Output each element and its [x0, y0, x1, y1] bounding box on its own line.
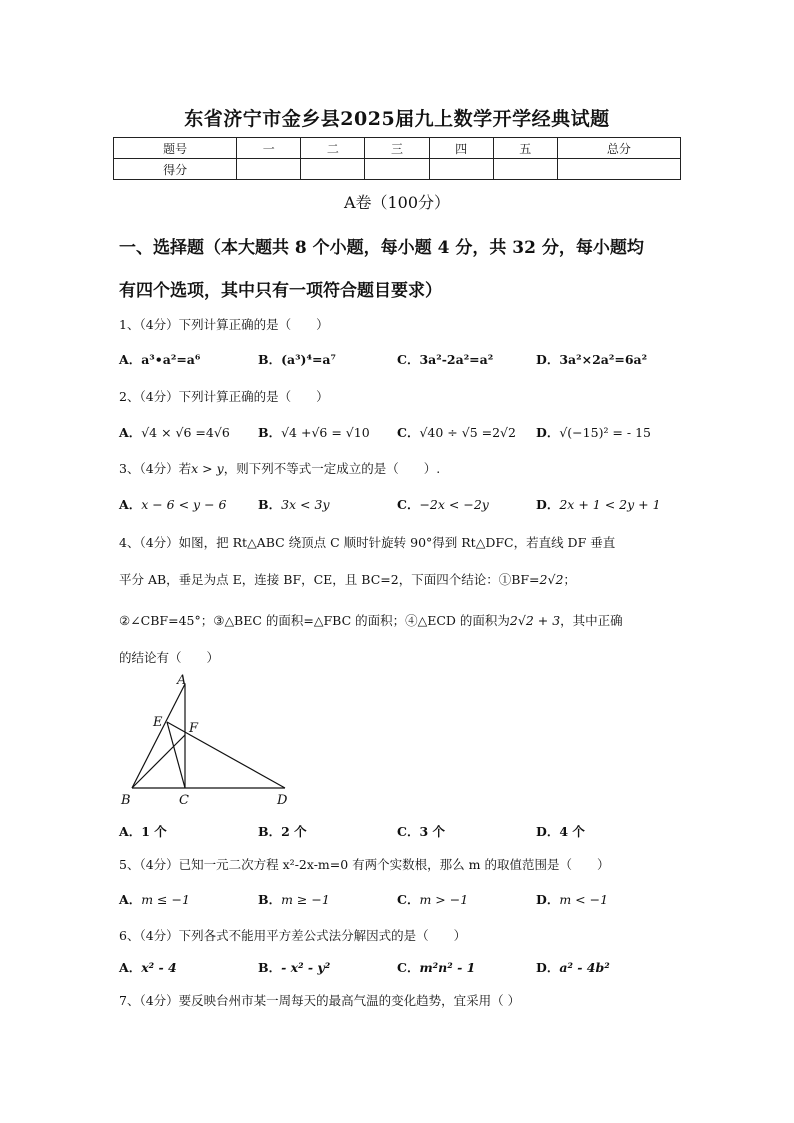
q3-option-a	[119, 495, 226, 513]
label-a: A	[177, 673, 187, 688]
score-header-cell: 题号	[114, 138, 237, 159]
q2-option-d	[536, 423, 651, 441]
q4-line2-math: 2√2	[539, 572, 564, 587]
q6-option-c-expr: m²n² - 1	[419, 960, 476, 975]
q3-option-c	[397, 495, 489, 513]
q3-option-b-expr: 3x < 3y	[281, 497, 330, 512]
q5-option-c-expr: m > −1	[419, 892, 469, 907]
q1-option-d: D．3a²×2a²=6a²	[536, 352, 648, 367]
q4-option-b: B．2 个	[258, 824, 307, 839]
q5-option-b-expr: m ≥ −1	[281, 892, 330, 907]
q6-option-b	[258, 958, 330, 976]
label-d: D	[277, 793, 288, 808]
q5-option-a-label: A．	[119, 892, 142, 907]
score-header-cell: 三	[365, 138, 429, 159]
q2-option-c	[397, 423, 516, 441]
question-2-stem: 2、（4分）下列计算正确的是（ ）	[119, 389, 329, 404]
q6-option-b-label: B．	[258, 960, 282, 975]
q4-line2-pre: 平分 AB，垂足为点 E，连接 BF，CE，且 BC=2，下面四个结论：①BF=	[119, 572, 540, 587]
q5-option-b	[258, 890, 330, 908]
q3-option-c-label: C．	[397, 497, 420, 512]
q4-geometry-figure	[115, 672, 305, 810]
q3-option-b	[258, 495, 330, 513]
score-table	[113, 137, 681, 180]
q5-option-d-expr: m < −1	[559, 892, 609, 907]
q5-option-c	[397, 890, 468, 908]
section-heading-line2: 有四个选项，其中只有一项符合题目要求）	[119, 281, 442, 301]
score-header-cell: 四	[429, 138, 493, 159]
score-table-header-row	[114, 138, 681, 159]
score-cell	[301, 159, 365, 180]
question-1-stem: 1、（4分）下列计算正确的是（ ）	[119, 317, 329, 332]
score-table-score-row	[114, 159, 681, 180]
q5-option-d-label: D．	[536, 892, 560, 907]
q4-option-d: D．4 个	[536, 824, 585, 839]
q2-option-c-expr: √40 ÷ √5 =2√2	[419, 425, 516, 440]
question-4-line2	[119, 570, 576, 588]
q6-option-d-label: D．	[536, 960, 560, 975]
q4-line2-post: ；	[563, 572, 576, 587]
question-4-line3	[119, 611, 623, 629]
q3-stem-post: ，则下列不等式一定成立的是（ ）.	[223, 461, 441, 476]
q2-option-a-expr: √4 × √6 =4√6	[141, 425, 230, 440]
q1-option-b: B．(a³)⁴=a⁷	[258, 352, 336, 367]
q6-option-b-expr: - x² - y²	[281, 960, 331, 975]
q2-option-d-label: D．	[536, 425, 560, 440]
q3-option-a-expr: x − 6 < y − 6	[141, 497, 227, 512]
label-c: C	[179, 793, 189, 808]
segment-ab	[132, 684, 185, 788]
q6-option-a-expr: x² - 4	[141, 960, 177, 975]
q3-stem-math: x > y	[191, 461, 224, 476]
label-e: E	[153, 715, 163, 730]
q2-option-a	[119, 423, 230, 441]
score-cell	[429, 159, 493, 180]
q2-option-d-expr: √(−15)² = - 15	[559, 425, 651, 440]
q2-option-b-label: B．	[258, 425, 282, 440]
q3-option-b-label: B．	[258, 497, 282, 512]
q6-option-a-label: A．	[119, 960, 142, 975]
q5-option-b-label: B．	[258, 892, 282, 907]
q1-option-a: A．a³•a²=a⁶	[119, 352, 201, 367]
score-cell	[493, 159, 557, 180]
segment-ec	[167, 722, 185, 788]
question-4-line4: 的结论有（ ）	[119, 650, 220, 665]
score-header-cell: 五	[493, 138, 557, 159]
q4-line3-pre: ②∠CBF=45°；③△BEC 的面积=△FBC 的面积；④△ECD 的面积为	[119, 613, 510, 628]
q3-option-c-expr: −2x < −2y	[419, 497, 489, 512]
question-5-stem: 5、（4分）已知一元二次方程 x²-2x-m=0 有两个实数根，那么 m 的取值范围是（ ）	[119, 857, 610, 872]
q3-option-a-label: A．	[119, 497, 142, 512]
q6-option-a	[119, 958, 177, 976]
question-6-stem: 6、（4分）下列各式不能用平方差公式法分解因式的是（ ）	[119, 928, 467, 943]
q4-option-a: A．1 个	[119, 824, 167, 839]
score-header-cell: 二	[301, 138, 365, 159]
q3-option-d-expr: 2x + 1 < 2y + 1	[559, 497, 661, 512]
q5-option-a	[119, 890, 190, 908]
volume-heading: A卷（100分）	[343, 193, 451, 212]
q5-option-a-expr: m ≤ −1	[141, 892, 190, 907]
score-cell	[237, 159, 301, 180]
q2-option-b-expr: √4 +√6 = √10	[281, 425, 370, 440]
q6-option-c-label: C．	[397, 960, 420, 975]
question-7-stem: 7、（4分）要反映台州市某一周每天的最高气温的变化趋势，宜采用（ ）	[119, 993, 521, 1008]
q6-option-c	[397, 958, 475, 976]
q3-stem-pre: 3、（4分）若	[119, 461, 192, 476]
q3-option-d	[536, 495, 661, 513]
page-title: 东省济宁市金乡县2025届九上数学开学经典试题	[184, 108, 610, 130]
q5-option-d	[536, 890, 608, 908]
score-cell	[557, 159, 680, 180]
label-f: F	[189, 721, 199, 736]
q2-option-b	[258, 423, 370, 441]
label-b: B	[121, 793, 131, 808]
question-4-line1: 4、（4分）如图，把 Rt△ABC 绕顶点 C 顺时针旋转 90°得到 Rt△DFC，若直线 DF 垂直	[119, 535, 616, 550]
section-heading-line1: 一、选择题（本大题共 8 个小题，每小题 4 分，共 32 分，每小题均	[119, 238, 644, 258]
q4-option-c: C．3 个	[397, 824, 445, 839]
score-header-cell: 总分	[557, 138, 680, 159]
q5-option-c-label: C．	[397, 892, 420, 907]
q4-line3-math: 2√2 + 3	[509, 613, 561, 628]
score-row-label: 得分	[114, 159, 237, 180]
question-3-stem	[119, 459, 440, 477]
q6-option-d	[536, 958, 610, 976]
segment-bf	[132, 735, 185, 788]
q2-option-a-label: A．	[119, 425, 142, 440]
score-cell	[365, 159, 429, 180]
q1-option-c: C．3a²-2a²=a²	[397, 352, 494, 367]
q4-line3-post: ，其中正确	[560, 613, 623, 628]
q2-option-c-label: C．	[397, 425, 420, 440]
score-header-cell: 一	[237, 138, 301, 159]
q3-option-d-label: D．	[536, 497, 560, 512]
q6-option-d-expr: a² - 4b²	[559, 960, 610, 975]
